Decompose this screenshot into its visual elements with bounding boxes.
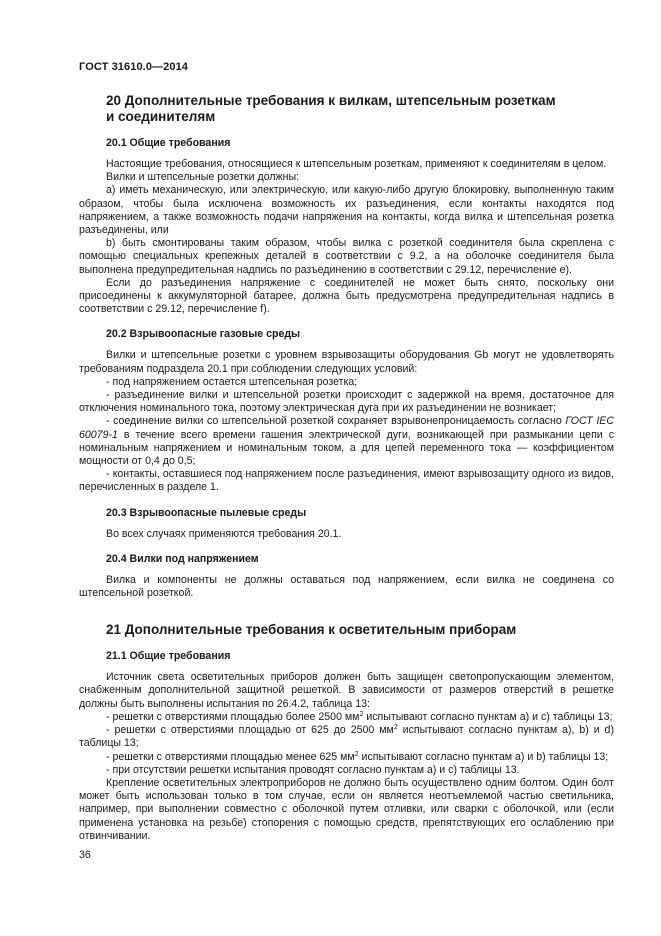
text-run: испытывают согласно пунктам а) и b) таблицы 13; (358, 750, 609, 763)
subsection-20-4-title: 20.4 Вилки под напряжением (106, 552, 259, 565)
paragraph: Вилки и штепсельные розетки с уровнем взрывозащиты оборудования Gb могут не удовлетворять требованиям подраздела 20.1 при соблюдении следующих условий: (79, 349, 614, 375)
list-item (79, 711, 614, 724)
text-run: испытывают согласно пунктам а), b) и d) таблицы 13; (79, 724, 614, 750)
document-body (79, 93, 614, 843)
text-run: - соединение вилки со штепсельной розеткой сохраняет взрывонепроницаемость согласно (106, 415, 566, 428)
section-20-title-line-1: 20 Дополнительные требования к вилкам, штепсельным розеткам (106, 93, 556, 108)
list-item: a) иметь механическую, или электрическую, или какую-либо другую блокировку, выполненную таким образом, чтобы была исключена возможность их разъединения, если контакты находятся под напряжением, а также возможность подачи напряжения на контакты, когда вилка и штепсельная розетка разъединены, или (79, 184, 614, 237)
paragraph: Во всех случаях применяются требования 20.1. (106, 527, 342, 540)
list-item: - под напряжением остается штепсельная розетка; (106, 375, 358, 388)
list-item: - при отсутствии решетки испытания проводят согласно пунктам а) и с) таблицы 13. (106, 763, 520, 776)
superscript: 2 (393, 724, 398, 732)
text-run: испытывают согласно пунктам а) и с) таблицы 13; (363, 710, 613, 723)
paragraph: Если до разъединения напряжение с соединителей не может быть снято, поскольку они присоединены к аккумуляторной батарее, должна быть предусмотрена предупредительная надпись в соответствии с 29.12, перечисление f). (79, 276, 614, 316)
list-item (79, 751, 614, 764)
paragraph: Вилка и компоненты не должны оставаться под напряжением, если вилка не соединена со штепсельной розеткой. (79, 573, 614, 600)
list-item (79, 415, 614, 468)
paragraph: Вилки и штепсельные розетки должны: (106, 171, 300, 184)
text-run: в течение всего времени гашения электрической дуги, возникающей при размыкании цепи с номинальным напряжением и номинальным током, а для цепей переменного тока — коэффициентом мощности от 0,4 до 0,5; (79, 428, 614, 468)
list-item: - контакты, оставшиеся под напряжением после разъединения, имеют взрывозащиту одного из видов, перечисленных в разделе 1. (79, 468, 614, 494)
doc-header: ГОСТ 31610.0—2014 (79, 61, 189, 73)
superscript: 2 (359, 710, 364, 718)
superscript: 2 (354, 750, 359, 758)
text-run: - решетки с отверстиями площадью от 625 до 2500 мм (106, 724, 394, 737)
section-20-title (106, 93, 614, 125)
page-number: 36 (79, 849, 91, 861)
list-item: b) быть смонтированы таким образом, чтобы вилка с розеткой соединителя была скреплена с помощью специальных крепежных деталей в соответствии с 9.2, а на оболочке соединителя была выполнена предупредительная надпись по разъединению в соответствии с 29.12, перечисление е). (79, 237, 614, 276)
subsection-20-2-title: 20.2 Взрывоопасные газовые среды (106, 328, 301, 341)
subsection-21-1-title: 21.1 Общие требования (106, 650, 231, 663)
list-item (79, 724, 614, 750)
text-run: - решетки с отверстиями площадью менее 625 мм (106, 750, 355, 763)
list-item: - разъединение вилки и штепсельной розетки происходит с задержкой на время, достаточное для отключения номинального тока, поэтому электрическая дуга при их разъединении не возникает; (79, 389, 614, 415)
subsection-20-3-title: 20.3 Взрывоопасные пылевые среды (106, 506, 307, 519)
paragraph: Источник света осветительных приборов должен быть защищен светопропускающим элементом, снабженным дополнительной защитной решеткой. В зависимости от размеров отверстий в решетке должны быть выполнены испытания по 26.4.2, таблица 13: (79, 671, 614, 710)
section-21-title: 21 Дополнительные требования к осветительным приборам (106, 622, 517, 638)
paragraph: Крепление осветительных электроприборов не должно быть осуществлено одним болтом. Один болт может быть использован только в том случае, если он является неотъемлемой частью светильника, например, при выполнении совместно с оболочкой путем отливки, или сварки с оболочкой, или (если применена установка на резьбе) стопорения с помощью средств, препятствующих его ослаблению при отвинчивании. (79, 776, 614, 842)
text-run: - решетки с отверстиями площадью более 2500 мм (106, 710, 360, 723)
section-20-title-line-2: и соединителям (106, 109, 216, 124)
paragraph: Настоящие требования, относящиеся к штепсельным розеткам, применяют к соединителям в целом. (106, 158, 607, 170)
subsection-20-1-title: 20.1 Общие требования (106, 137, 231, 149)
standard-reference: ГОСТ IEC 60079-1 (79, 415, 614, 441)
